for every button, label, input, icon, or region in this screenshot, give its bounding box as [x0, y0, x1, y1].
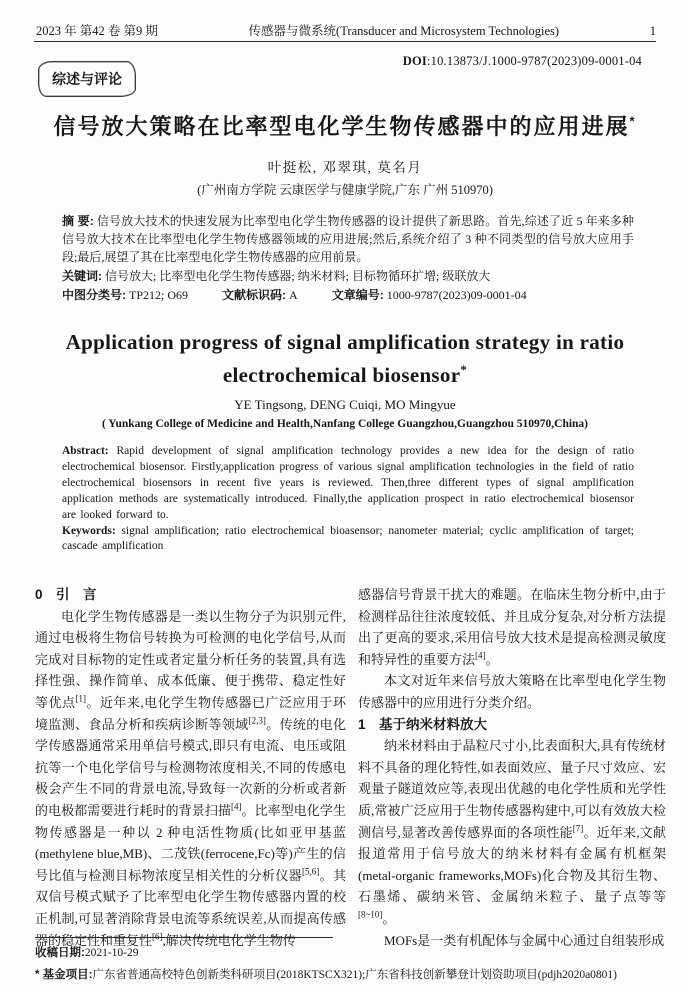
body-paragraph: MOFs是一类有机配体与金属中心通过自组装形成 [384, 932, 665, 948]
authors-cn: 叶挺松, 邓翠琪, 莫名月 [267, 160, 423, 175]
received-date-value: 2021-10-29 [84, 947, 139, 959]
abstract-cn-text: 信号放大技术的快速发展为比率型电化学生物传感器的设计提供了新思路。首先,综述了近 5 年来多种信号放大技术在比率型电化学生物传感器领域的应用进展;然后,系统介绍了 3 种不同类型的信号放大应用手段;最后,展望了其在比率型电化学生物传感器的应用前景。 [62, 214, 634, 265]
doc-code-label: 文献标识码: [222, 287, 287, 302]
abstract-en [62, 444, 634, 524]
page-header [36, 21, 656, 39]
abstract-en-text: Rapid development of signal amplification technology provides a new idea for the design of ratio electrochemical biosensor. Firstly,application progress of various signal amplification technologies in the field of ratio electrochemical biosensors in recent five years is reviewed. Then,three different types of signal amplification application methods are systematically introduced. Finally,the application prospect in ratio electrochemical biosensor are looked forward to. [62, 445, 634, 521]
doi-value: :10.13873/J.1000-9787(2023)09-0001-04 [426, 54, 642, 68]
footnote-divider [35, 937, 333, 938]
column-badge: 综述与评论 [38, 61, 136, 97]
doc-code-value: A [289, 287, 298, 302]
footnote-block [35, 943, 675, 986]
title-footnote-star: * [629, 113, 637, 129]
body-paragraph: 本文对近年来信号放大策略在比率型电化学生物传感器中的应用进行分类介绍。 [358, 673, 666, 710]
article-number-value: 1000-9787(2023)09-0001-04 [386, 287, 527, 302]
keywords-cn [62, 267, 634, 285]
article-title-en [45, 326, 645, 392]
keywords-en [62, 524, 634, 556]
clc-value: TP212; O69 [129, 287, 189, 302]
article-number-label: 文章编号: [331, 287, 384, 302]
body-column-right [358, 584, 666, 951]
keywords-en-text: signal amplification; ratio electrochemical bioasensor; nanometer material; cyclic amplification of target; cascade amplification [62, 524, 634, 553]
keywords-cn-text: 信号放大; 比率型电化学生物传感器; 纳米材料; 目标物循环扩增; 级联放大 [105, 268, 491, 283]
fund-project-label: * 基金项目: [35, 968, 93, 981]
doi-line [403, 54, 642, 69]
received-date-label: 收稿日期: [35, 947, 85, 959]
document-code [222, 286, 298, 304]
keywords-en-label: Keywords: [62, 524, 116, 537]
abstract-cn-block [62, 212, 634, 304]
clc-number [62, 286, 188, 304]
header-divider [34, 41, 656, 42]
section-heading-1: 1 基于纳米材料放大 [358, 716, 488, 732]
affiliation-cn: (广州南方学院 云康医学与健康学院,广东 广州 510970) [197, 183, 493, 197]
title-en-footnote-star: * [460, 362, 468, 377]
abstract-en-label: Abstract: [62, 445, 109, 457]
fund-project [35, 965, 675, 987]
journal-name: 传感器与微系统(Transducer and Microsystem Technologies) [248, 24, 560, 38]
article-title-cn-text: 信号放大策略在比率型电化学生物传感器中的应用进展 [53, 114, 630, 139]
doi-label: DOI [402, 54, 427, 68]
clc-label: 中图分类号: [62, 287, 126, 302]
fund-project-value: 广东省普通高校特色创新类科研项目(2018KTSCX321);广东省科技创新攀登计划资助项目(pdjh2020a0801) [92, 968, 618, 981]
article-title-cn [0, 110, 690, 141]
authors-en: YE Tingsong, DENG Cuiqi, MO Mingyue [234, 397, 456, 412]
received-date [35, 943, 675, 965]
body-paragraph: 纳米材料由于晶粒尺寸小,比表面积大,具有传统材料不具备的理化特性,如表面效应、量子尺寸效应、宏观量子隧道效应等,表现出优越的电化学性质和光学性质,常被广泛应用于生物传感器构建中,可以有效放大检测信号,显著改善传感界面的各项性能[7]。近年来,文献报道常用于信号放大的纳米材料有金属有机框架(metal-organic frameworks,MOFs)化合物及其衍生物、石墨烯、碳纳米管、金属纳米粒子、量子点等等[8~10]。 [358, 738, 666, 926]
body-paragraph: 感器信号背景干扰大的难题。在临床生物分析中,由于检测样品往往浓度较低、并且成分复杂,对分析方法提出了更高的要求,采用信号放大技术是提高检测灵敏度和特异性的重要方法[4]。 [358, 587, 666, 667]
keywords-cn-label: 关键词: [62, 268, 102, 283]
body-column-left [35, 584, 346, 951]
abstract-en-block [62, 444, 634, 555]
affiliation-en: ( Yunkang College of Medicine and Health,Nanfang College Guangzhou,Guangzhou 510970,China) [101, 418, 589, 430]
section-heading-0: 0 引 言 [35, 587, 97, 602]
issue-info: 2023 年 第42 卷 第9 期 [36, 24, 158, 38]
body-paragraph: 电化学生物传感器是一类以生物分子为识别元件,通过电极将生物信号转换为可检测的电化学信号,从而完成对目标物的定性或者定量分析任务的装置,具有选择性强、操作简单、成本低廉、便于携带、稳定性好等优点[1]。近年来,电化学生物传感器已广泛应用于环境监测、食品分析和疾病诊断等领域[2,3]。传统的电化学传感器通常采用单信号模式,即只有电流、电压或阻抗等一个电化学信号与检测物浓度相关,不同的传感电极会产生不同的背景电流,导致每一次新的分析或者新的电极都需要进行耗时的背景扫描[4]。比率型电化学生物传感器是一种以 2 种电活性物质(比如亚甲基蓝(methylene blue,MB)、二茂铁(ferrocene,Fc)等)产生的信号比值与检测目标物浓度呈相关性的分析仪器[5,6]。其双信号模式赋予了比率型电化学生物传感器内置的校正机制,可显著消除背景电流等系统误差,从而提高传感器的稳定性和重复性[6],解决传统电化学生物传 [35, 608, 346, 948]
page-number: 1 [649, 24, 656, 38]
article-title-en-text: Application progress of signal amplification strategy in ratio electrochemical biosensor [65, 330, 625, 387]
abstract-cn [62, 212, 634, 267]
abstract-cn-label: 摘 要: [62, 214, 94, 228]
article-meta-row [62, 286, 634, 304]
article-number [332, 286, 527, 304]
